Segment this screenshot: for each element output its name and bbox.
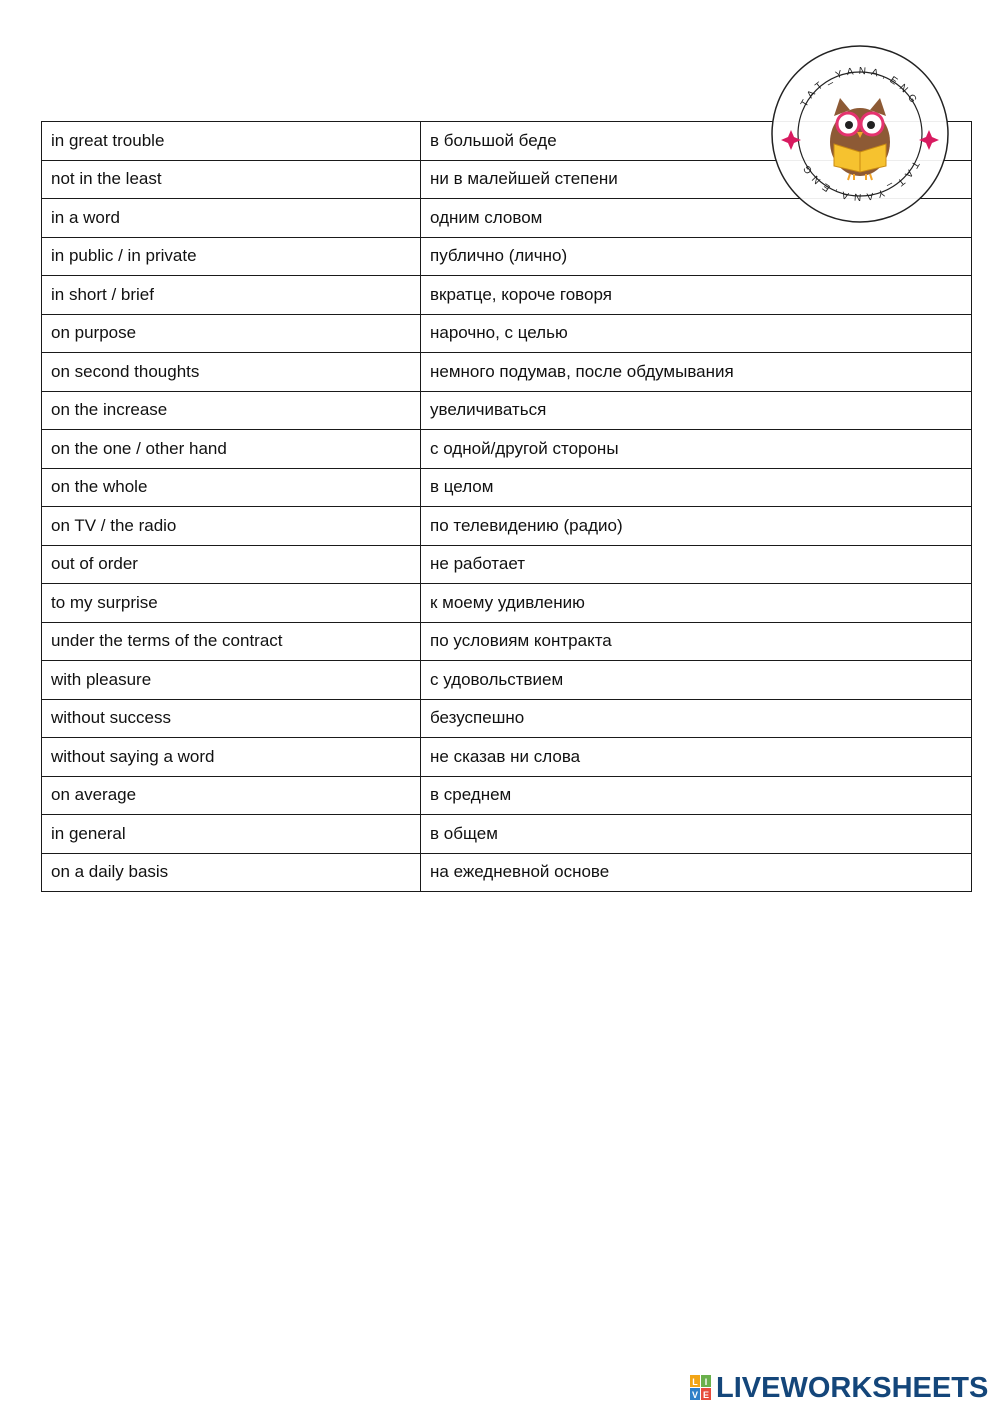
russian-translation: в целом [421,468,972,507]
english-phrase: in great trouble [42,122,421,161]
english-phrase: on a daily basis [42,853,421,892]
table-row [42,430,972,469]
russian-translation: в среднем [421,776,972,815]
table-row [42,776,972,815]
owl-stamp-icon [770,44,950,224]
svg-text:L: L [692,1377,698,1387]
stamp-text-bottom: TAT_YANA.ENG [798,158,922,203]
table-row [42,353,972,392]
table-row [42,815,972,854]
english-phrase: on TV / the radio [42,507,421,546]
brand-name: LIVEWORKSHEETS [716,1371,989,1404]
english-phrase: on the increase [42,391,421,430]
liveworksheets-icon [690,1375,712,1401]
vocabulary-table [41,121,972,892]
vocabulary-table-body [42,122,972,892]
russian-translation: немного подумав, после обдумывания [421,353,972,392]
table-row [42,468,972,507]
english-phrase: to my surprise [42,584,421,623]
russian-translation: с одной/другой стороны [421,430,972,469]
english-phrase: without success [42,699,421,738]
russian-translation: нарочно, с целью [421,314,972,353]
liveworksheets-logo [690,1372,988,1404]
russian-translation: безуспешно [421,699,972,738]
table-row [42,314,972,353]
russian-translation: одним словом [421,199,972,238]
english-phrase: on average [42,776,421,815]
russian-translation: не работает [421,545,972,584]
russian-translation: вкратце, короче говоря [421,276,972,315]
english-phrase: on second thoughts [42,353,421,392]
english-phrase: out of order [42,545,421,584]
russian-translation: ни в малейшей степени [421,160,972,199]
russian-translation: на ежедневной основе [421,853,972,892]
english-phrase: on the whole [42,468,421,507]
table-row [42,507,972,546]
table-row [42,237,972,276]
russian-translation: в общем [421,815,972,854]
russian-translation: с удовольствием [421,661,972,700]
table-row [42,661,972,700]
table-row [42,545,972,584]
english-phrase: without saying a word [42,738,421,777]
english-phrase: on the one / other hand [42,430,421,469]
russian-translation: по условиям контракта [421,622,972,661]
table-row [42,622,972,661]
stamp-text-top: TAT_YANA.ENG [798,65,922,110]
table-row [42,584,972,623]
english-phrase: in a word [42,199,421,238]
english-phrase: under the terms of the contract [42,622,421,661]
russian-translation: не сказав ни слова [421,738,972,777]
russian-translation: увеличиваться [421,391,972,430]
table-row [42,699,972,738]
svg-text:I: I [704,1377,708,1387]
english-phrase: on purpose [42,314,421,353]
english-phrase: in public / in private [42,237,421,276]
table-row [42,853,972,892]
table-row [42,738,972,777]
english-phrase: with pleasure [42,661,421,700]
table-row [42,391,972,430]
russian-translation: к моему удивлению [421,584,972,623]
stamp-logo [770,44,950,224]
russian-translation: публично (лично) [421,237,972,276]
english-phrase: not in the least [42,160,421,199]
english-phrase: in general [42,815,421,854]
russian-translation: по телевидению (радио) [421,507,972,546]
table-row [42,276,972,315]
english-phrase: in short / brief [42,276,421,315]
svg-text:E: E [702,1390,710,1400]
russian-translation: в большой беде [421,122,972,161]
svg-text:V: V [691,1390,699,1400]
